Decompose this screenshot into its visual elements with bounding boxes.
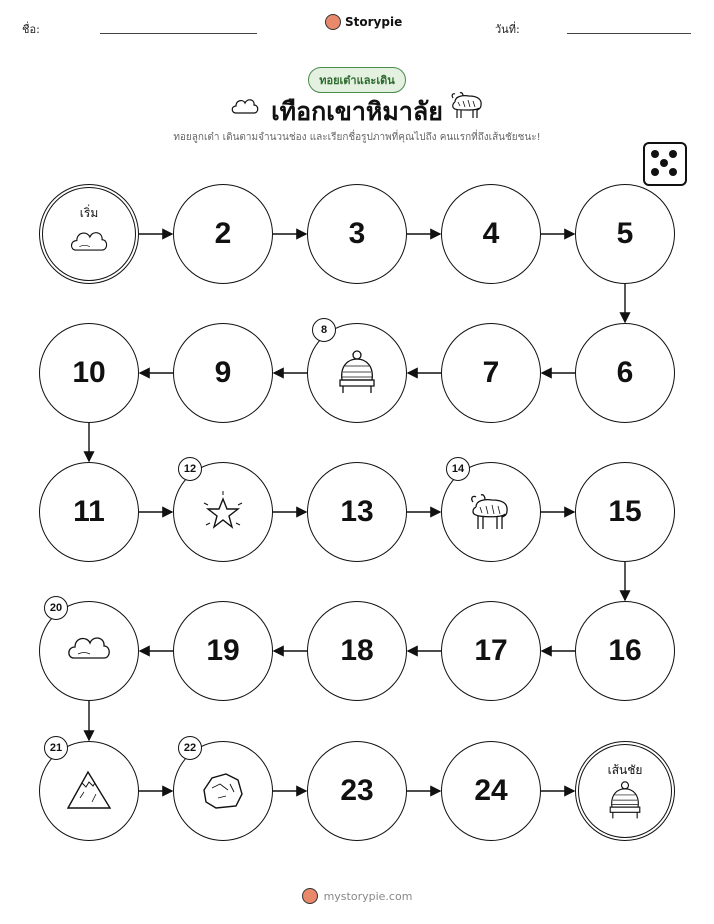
board-space-21 — [39, 741, 139, 841]
footer — [0, 888, 714, 904]
space-number: 17 — [474, 634, 508, 667]
board-space-23 — [307, 741, 407, 841]
board-space-16 — [575, 601, 675, 701]
space-number: 13 — [340, 495, 374, 528]
space-number-badge: 20 — [44, 596, 68, 620]
board-space-10 — [39, 323, 139, 423]
space-number: 9 — [214, 356, 232, 389]
board-space-5 — [575, 184, 675, 284]
board-space-2 — [173, 184, 273, 284]
space-number: 15 — [608, 495, 642, 528]
board-space-11 — [39, 462, 139, 562]
space-number-badge: 8 — [312, 318, 336, 342]
space-number: 3 — [348, 217, 366, 250]
board-space-19 — [173, 601, 273, 701]
storypie-logo-icon — [302, 888, 318, 904]
board-space-9 — [173, 323, 273, 423]
board-space-17 — [441, 601, 541, 701]
board-space-14 — [441, 462, 541, 562]
board-space-20 — [39, 601, 139, 701]
start-label: เริ่ม — [79, 206, 99, 220]
board-space-8 — [307, 323, 407, 423]
space-number: 7 — [482, 356, 500, 389]
board-space-22 — [173, 741, 273, 841]
board-space-12 — [173, 462, 273, 562]
beanie-hat-icon — [605, 781, 645, 821]
footer-url[interactable]: mystorypie.com — [323, 889, 413, 903]
space-number-badge: 12 — [178, 457, 202, 481]
name-label: ชื่อ: — [22, 23, 40, 36]
space-number: 19 — [206, 634, 240, 667]
space-number: 16 — [608, 634, 642, 667]
brand-name: Storypie — [345, 15, 403, 29]
instructions: ทอยลูกเต๋า เดินตามจำนวนช่อง และเรียกชื่อรูปภาพที่คุณไปถึง คนแรกที่ถึงเส้นชัยชนะ! — [173, 132, 541, 143]
space-number: 23 — [340, 774, 374, 807]
space-number: 2 — [214, 217, 232, 250]
space-number-badge: 21 — [44, 736, 68, 760]
cloud-icon — [69, 224, 109, 264]
board-space-4 — [441, 184, 541, 284]
beanie-hat-icon — [334, 350, 380, 396]
finish-space — [575, 741, 675, 841]
space-number: 18 — [340, 634, 374, 667]
space-number: 10 — [72, 356, 106, 389]
rock-icon — [200, 768, 246, 814]
board-space-6 — [575, 323, 675, 423]
board-space-13 — [307, 462, 407, 562]
yak-icon — [468, 489, 514, 535]
page-title: เทือกเขาหิมาลัย — [271, 97, 443, 126]
game-type-badge: ทอยเต๋าและเดิน — [308, 67, 406, 93]
star-icon — [200, 489, 246, 535]
board-space-15 — [575, 462, 675, 562]
finish-label: เส้นชัย — [607, 763, 643, 777]
space-number-badge: 14 — [446, 457, 470, 481]
board-space-18 — [307, 601, 407, 701]
date-label: วันที่: — [495, 23, 520, 36]
board-space-24 — [441, 741, 541, 841]
space-number: 6 — [616, 356, 634, 389]
space-number-badge: 22 — [178, 736, 202, 760]
space-number: 11 — [73, 495, 105, 528]
space-number: 4 — [482, 217, 500, 250]
start-space — [39, 184, 139, 284]
space-number: 5 — [616, 217, 634, 250]
mountain-icon — [66, 768, 112, 814]
space-number: 24 — [474, 774, 508, 807]
board-space-7 — [441, 323, 541, 423]
board-space-3 — [307, 184, 407, 284]
cloud-icon — [66, 628, 112, 674]
